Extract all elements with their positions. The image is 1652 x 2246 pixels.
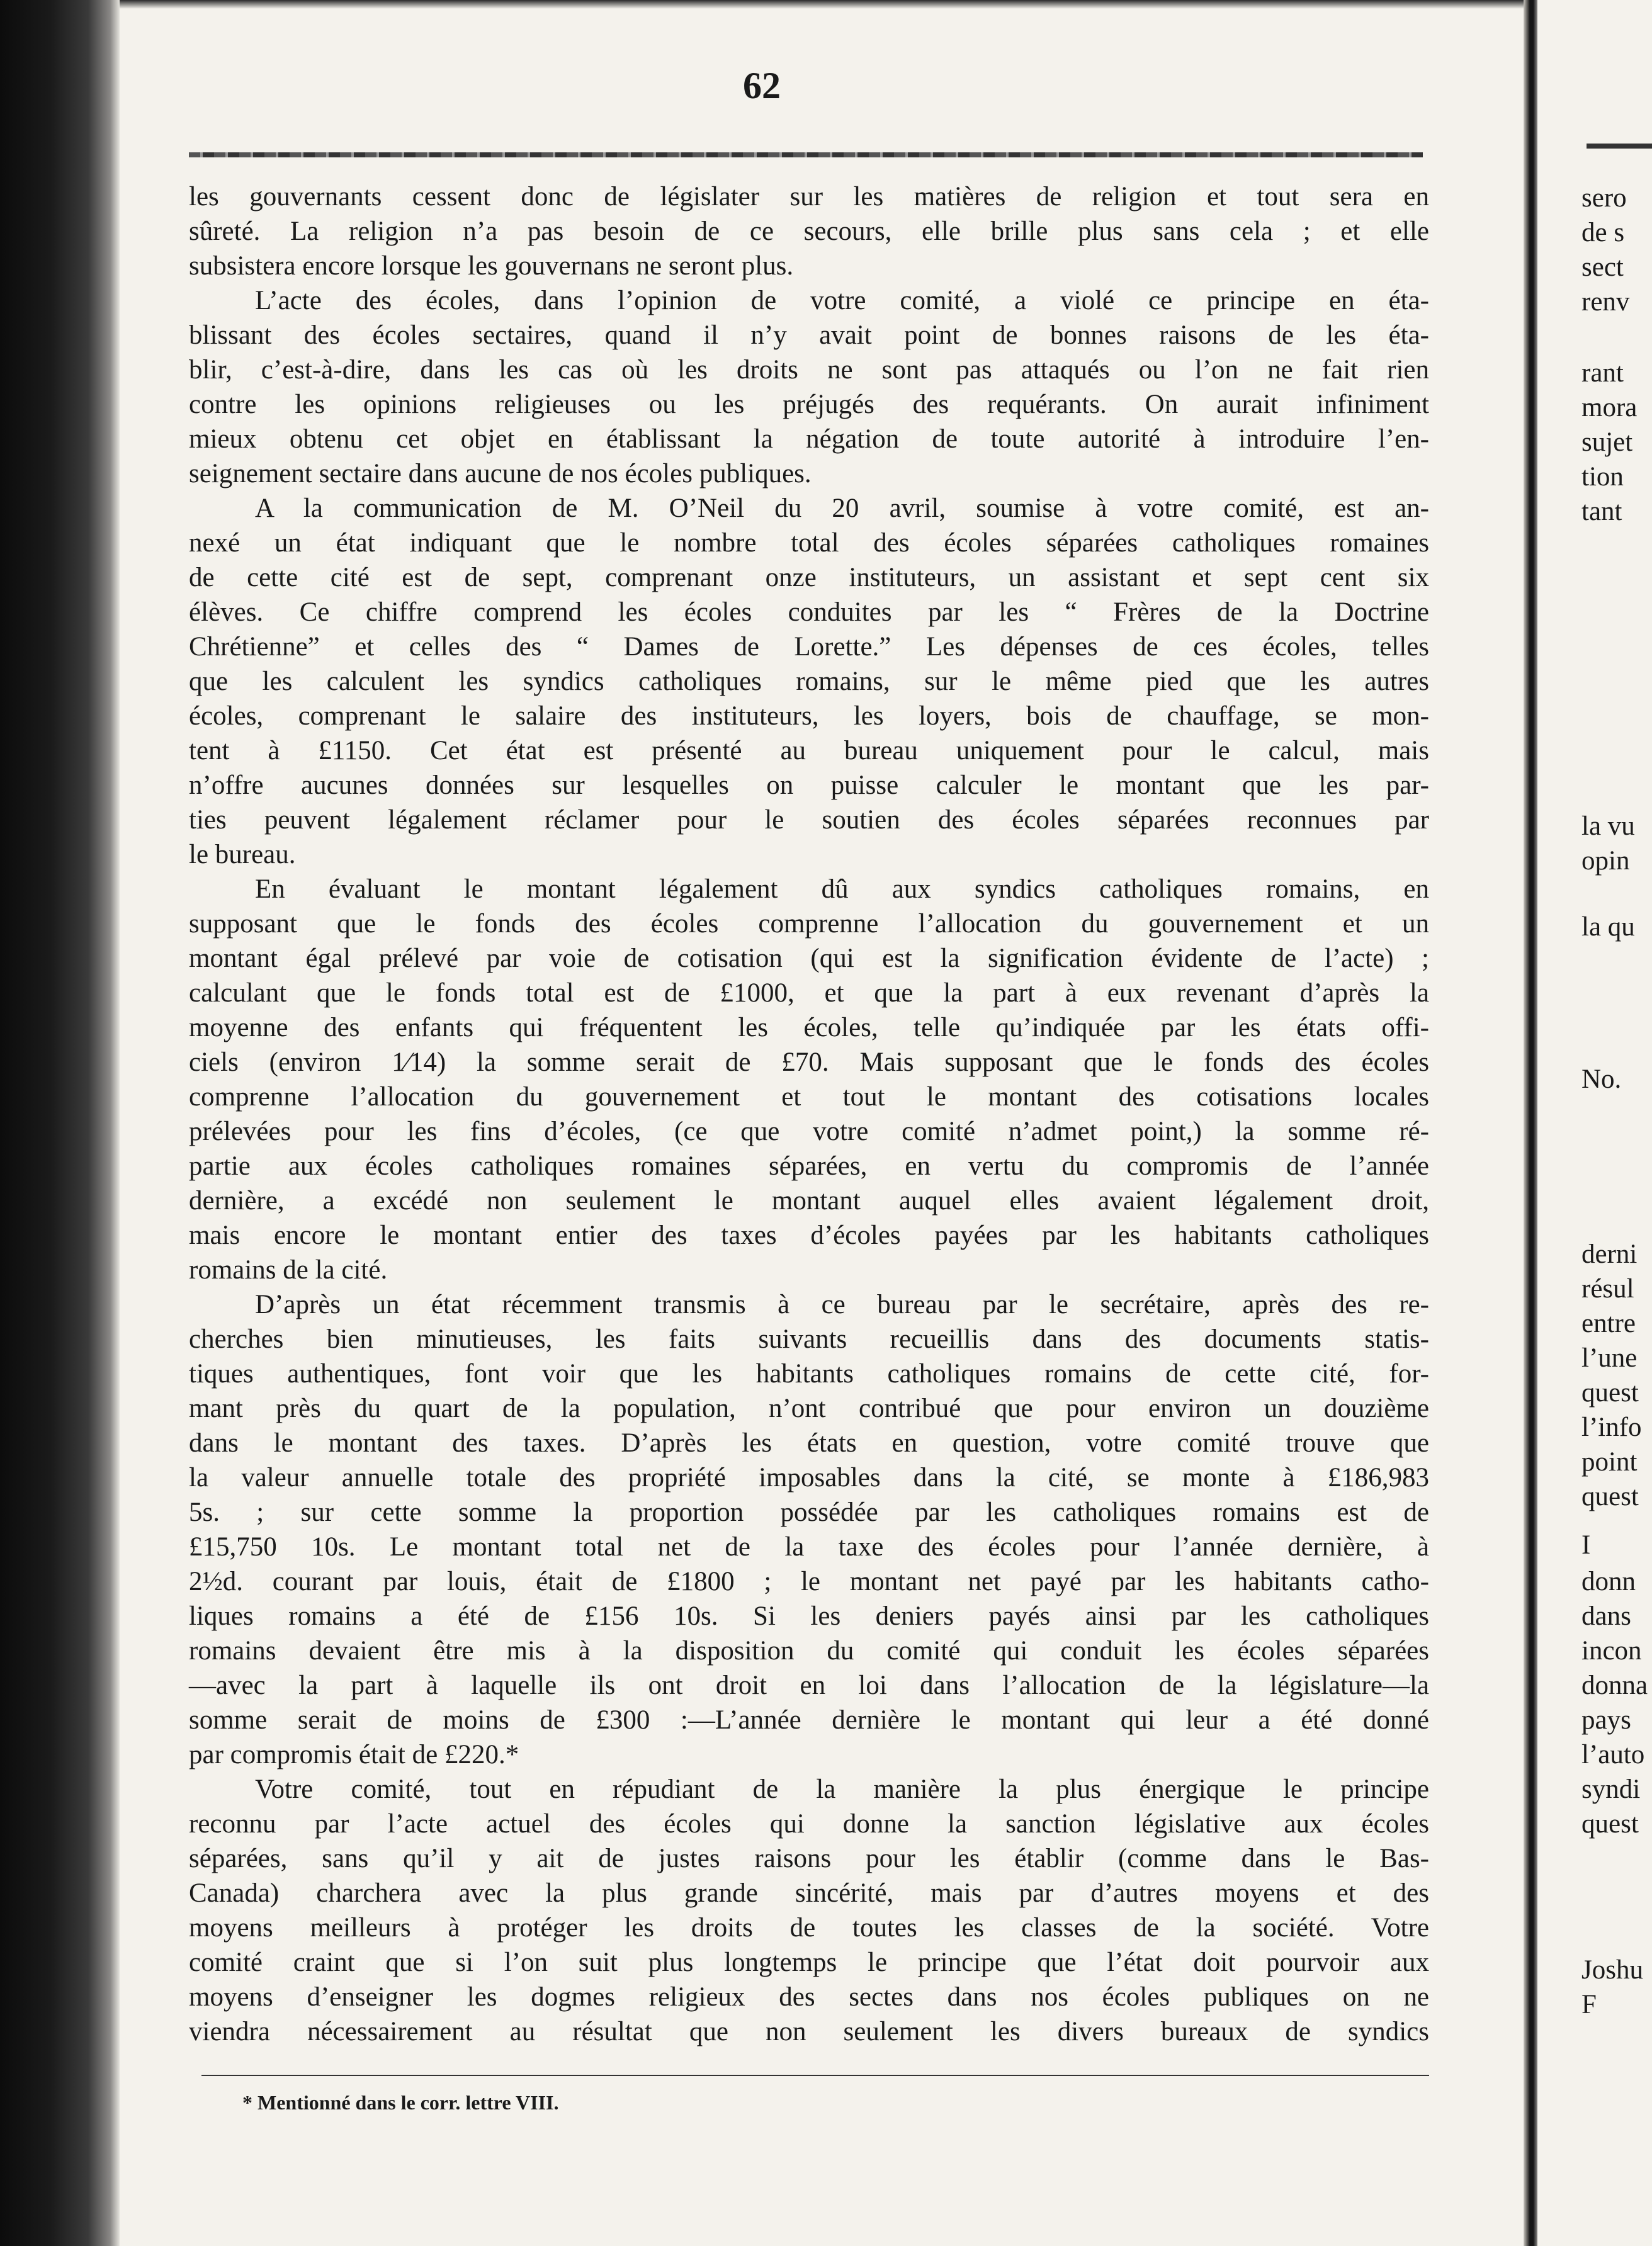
text-line: liques romains a été de £156 10s. Si les deniers payés ainsi par les catholiques [189,1601,1429,1631]
facing-page-fragment: Joshu [1581,1955,1643,1985]
text-line: cherches bien minutieuses, les faits suivants recueillis dans des documents statis- [189,1324,1429,1354]
text-line: romains de la cité. [189,1255,388,1285]
text-line: moyens d’enseigner les dogmes religieux des sectes dans nos écoles publiques on ne [189,1982,1429,2012]
facing-page-fragment: quest [1581,1809,1639,1839]
text-line: L’acte des écoles, dans l’opinion de votre comité, a violé ce principe en éta- [255,286,1429,315]
facing-page-fragment: No. [1581,1064,1622,1094]
facing-page-fragment: dans [1581,1601,1631,1631]
facing-page-fragment: sero [1581,183,1627,213]
facing-page-fragment: donn [1581,1567,1636,1596]
text-line: de cette cité est de sept, comprenant onze instituteurs, un assistant et sept cent six [189,563,1429,592]
text-line: moyenne des enfants qui fréquentent les écoles, telle qu’indiquée par les états offi- [189,1013,1429,1042]
text-line: En évaluant le montant légalement dû aux syndics catholiques romains, en [255,874,1429,904]
text-line: reconnu par l’acte actuel des écoles qui donne la sanction législative aux écoles [189,1809,1429,1839]
text-line: Canada) charchera avec la plus grande sincérité, mais par d’autres moyens et des [189,1878,1429,1908]
text-line: subsistera encore lorsque les gouvernans ne seront plus. [189,251,794,281]
text-line: élèves. Ce chiffre comprend les écoles conduites par les “ Frères de la Doctrine [189,597,1429,627]
page-left-edge [0,0,120,2246]
facing-page-fragment: résul [1581,1274,1634,1304]
text-line: par compromis était de £220.* [189,1740,519,1769]
facing-page-fragment: l’info [1581,1413,1642,1442]
facing-page-fragment: syndi [1581,1775,1641,1804]
facing-page-fragment: pays [1581,1705,1631,1735]
text-line: ciels (environ 1⁄14) la somme serait de £70. Mais supposant que le fonds des écoles [189,1047,1429,1077]
facing-page-fragment: quest [1581,1482,1639,1511]
facing-page-fragment: la qu [1581,912,1635,942]
text-line: contre les opinions religieuses ou les préjugés des requérants. On aurait infiniment [189,390,1429,419]
text-line: romains devaient être mis à la disposition du comité qui conduit les écoles séparées [189,1636,1429,1666]
header-rule [189,152,1423,157]
facing-page-fragment: donna [1581,1671,1648,1700]
facing-page-fragment: quest [1581,1378,1639,1408]
facing-page-fragment: tant [1581,497,1622,526]
page-number: 62 [743,65,781,106]
facing-page-fragment: I [1581,1530,1591,1560]
text-line: supposant que le fonds des écoles comprenne l’allocation du gouvernement et un [189,909,1429,939]
text-line: mieux obtenu cet objet en établissant la négation de toute autorité à introduire l’en- [189,424,1429,454]
text-line: somme serait de moins de £300 :—L’année dernière le montant qui leur a été donné [189,1705,1429,1735]
text-line: sûreté. La religion n’a pas besoin de ce secours, elle brille plus sans cela ; et elle [189,217,1429,246]
text-line: A la communication de M. O’Neil du 20 avril, soumise à votre comité, est an- [255,494,1429,523]
text-line: partie aux écoles catholiques romaines séparées, en vertu du compromis de l’année [189,1151,1429,1181]
facing-page-fragment: renv [1581,287,1630,317]
facing-page-fragment: entre [1581,1309,1636,1338]
text-line: seignement sectaire dans aucune de nos écoles publiques. [189,459,812,488]
facing-page [1537,0,1652,2246]
text-line: écoles, comprenant le salaire des instituteurs, les loyers, bois de chauffage, se mon- [189,701,1429,731]
footnote: * Mentionné dans le corr. lettre VIII. [242,2091,559,2114]
body-text [189,179,1429,2049]
text-line: moyens meilleurs à protéger les droits de toutes les classes de la société. Votre [189,1913,1429,1943]
facing-page-fragment: mora [1581,393,1638,422]
facing-page-fragment: de s [1581,218,1625,247]
text-line: que les calculent les syndics catholiques romains, sur le même pied que les autres [189,667,1429,696]
text-line: dans le montant des taxes. D’après les états en question, votre comité trouve que [189,1428,1429,1458]
text-line: 2½d. courant par louis, était de £1800 ; le montant net payé par les habitants catho- [189,1567,1429,1596]
footnote-rule [201,2075,1429,2076]
text-line: n’offre aucunes données sur lesquelles on puisse calculer le montant que les par- [189,770,1429,800]
facing-page-fragment: sujet [1581,427,1633,457]
text-line: séparées, sans qu’il y ait de justes raisons pour les établir (comme dans le Bas- [189,1844,1429,1873]
text-line: mais encore le montant entier des taxes d’écoles payées par les habitants catholiques [189,1221,1429,1250]
text-line: 5s. ; sur cette somme la proportion possédée par les catholiques romains est de [189,1498,1429,1527]
facing-page-fragment: incon [1581,1636,1642,1666]
text-line: blir, c’est-à-dire, dans les cas où les droits ne sont pas attaqués ou l’on ne fait rien [189,355,1429,385]
page-top-edge [120,0,1524,9]
text-line: viendra nécessairement au résultat que non seulement les divers bureaux de syndics [189,2017,1429,2046]
text-line: ties peuvent légalement réclamer pour le soutien des écoles séparées reconnues par [189,805,1429,835]
book-spine [1524,0,1537,2246]
facing-page-rule [1587,144,1652,149]
text-line: comprenne l’allocation du gouvernement et tout le montant des cotisations locales [189,1082,1429,1112]
facing-page-fragment: point [1581,1447,1638,1477]
facing-page-fragment: sect [1581,252,1624,282]
facing-page-fragment: l’une [1581,1343,1638,1373]
text-line: la valeur annuelle totale des propriété imposables dans la cité, se monte à £186,983 [189,1463,1429,1493]
text-line: dernière, a excédé non seulement le montant auquel elles avaient légalement droit, [189,1186,1429,1216]
text-line: calculant que le fonds total est de £1000, et que la part à eux revenant d’après la [189,978,1429,1008]
text-line: le bureau. [189,840,296,869]
facing-page-fragment: tion [1581,462,1624,492]
text-line: blissant des écoles sectaires, quand il n’y avait point de bonnes raisons de les éta- [189,320,1429,350]
text-line: nexé un état indiquant que le nombre total des écoles séparées catholiques romaines [189,528,1429,558]
text-line: comité craint que si l’on suit plus longtemps le principe que l’état doit pourvoir aux [189,1948,1429,1977]
text-line: mant près du quart de la population, n’ont contribué que pour environ un douzième [189,1394,1429,1423]
facing-page-fragment: F [1581,1990,1597,2019]
facing-page-fragment: derni [1581,1239,1638,1269]
facing-page-fragment: rant [1581,358,1624,388]
text-line: prélevées pour les fins d’écoles, (ce que votre comité n’admet point,) la somme ré- [189,1117,1429,1146]
text-line: tiques authentiques, font voir que les habitants catholiques romains de cette cité, for- [189,1359,1429,1389]
text-line: £15,750 10s. Le montant total net de la taxe des écoles pour l’année dernière, à [189,1532,1429,1562]
facing-page-fragment: la vu [1581,811,1635,841]
text-line: les gouvernants cessent donc de législater sur les matières de religion et tout sera en [189,182,1429,212]
text-line: Chrétienne” et celles des “ Dames de Lorette.” Les dépenses de ces écoles, telles [189,632,1429,662]
facing-page-fragment: opin [1581,846,1630,876]
facing-page-fragment: l’auto [1581,1740,1645,1769]
text-line: D’après un état récemment transmis à ce bureau par le secrétaire, après des re- [255,1290,1429,1319]
text-line: Votre comité, tout en répudiant de la manière la plus énergique le principe [255,1775,1429,1804]
text-line: tent à £1150. Cet état est présenté au bureau uniquement pour le calcul, mais [189,736,1429,765]
text-line: montant égal prélevé par voie de cotisation (qui est la signification évidente de l’acte) ; [189,944,1429,973]
text-line: —avec la part à laquelle ils ont droit en loi dans l’allocation de la législature—la [189,1671,1429,1700]
